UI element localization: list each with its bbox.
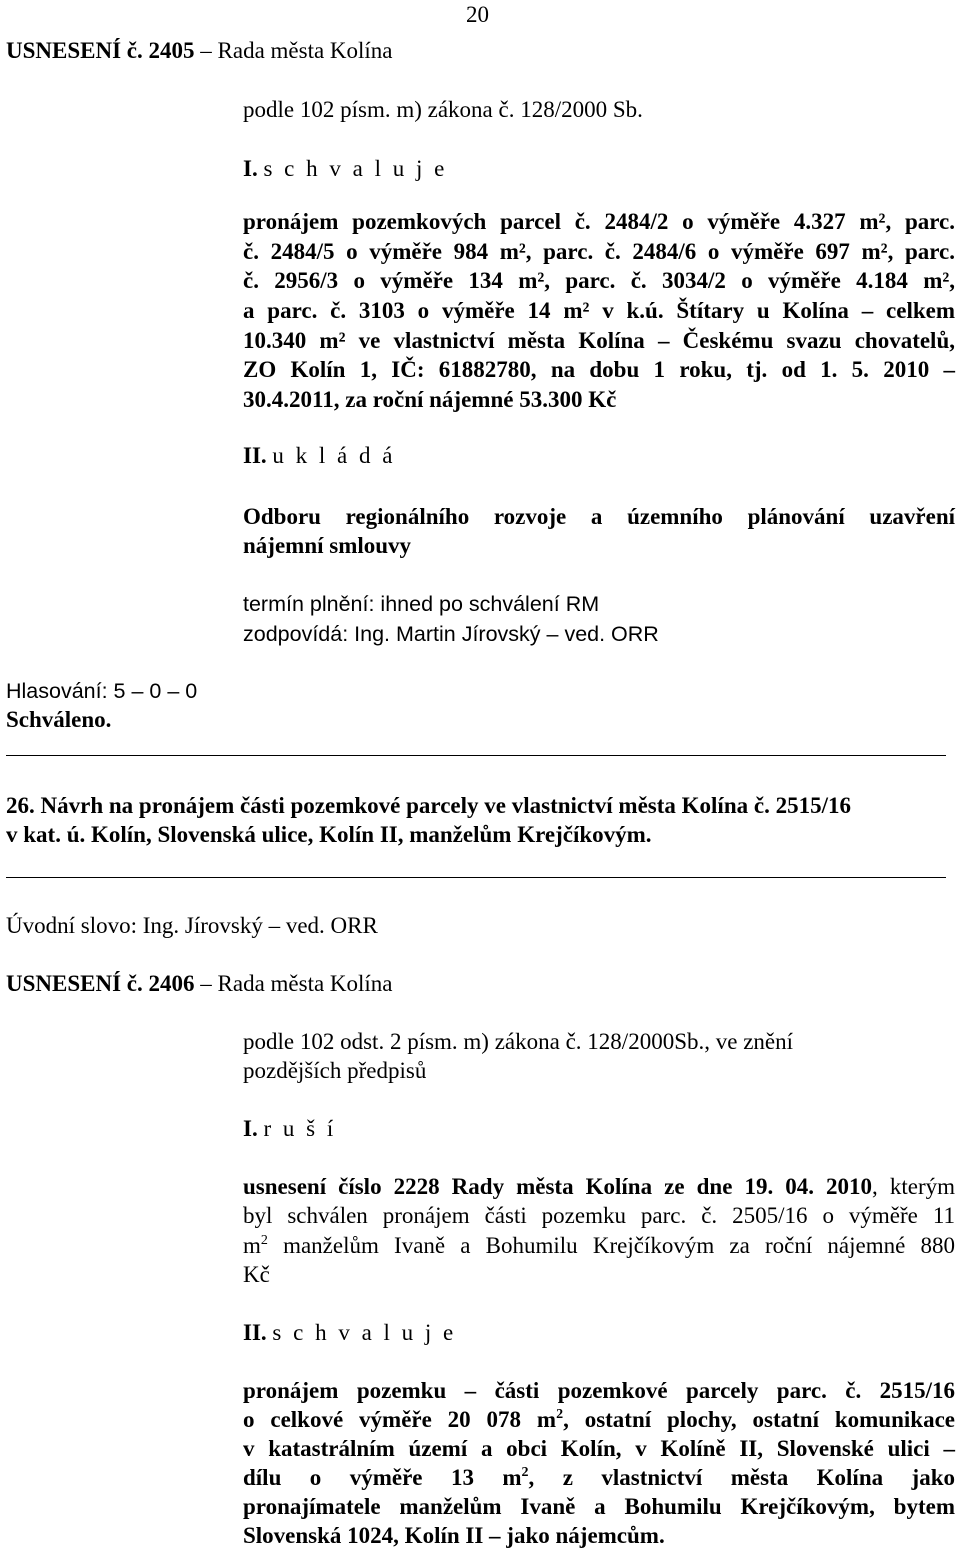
resolution-2405-body: – Rada města Kolína	[194, 38, 393, 63]
approval-text-line: 30.4.2011, za roční nájemné 53.300 Kč	[243, 387, 617, 412]
legal-basis-2405: podle 102 písm. m) zákona č. 128/2000 Sb.	[243, 97, 643, 122]
legal-basis-2406-cont: pozdějších předpisů	[243, 1058, 427, 1083]
task-text-line: nájemní smlouvy	[243, 533, 412, 558]
task-text-line: Odboru regionálního rozvoje a územního plánování uzavření	[243, 504, 955, 529]
unit-m: m	[243, 1233, 261, 1258]
approval-text-line: 10.340 m² ve vlastnictví města Kolína – Českému svazu chovatelů,	[243, 328, 955, 353]
unit-superscript: 2	[260, 1233, 268, 1248]
page-number: 20	[466, 2, 489, 27]
agenda-item-26-title: 26. Návrh na pronájem části pozemkové parcely ve vlastnictví města Kolína č. 2515/16	[6, 793, 851, 818]
lease-text-line	[243, 1405, 955, 1435]
section-ii-number: II.	[243, 1320, 267, 1345]
resolution-2406-body: – Rada města Kolína	[194, 971, 393, 996]
unit-superscript: 2	[521, 1465, 529, 1480]
approval-text-line: pronájem pozemkových parcel č. 2484/2 o výměře 4.327 m², parc.	[243, 209, 955, 234]
agenda-item-26-title-cont: v kat. ú. Kolín, Slovenská ulice, Kolín II, manželům Krejčíkovým.	[6, 822, 652, 847]
legal-basis-2406: podle 102 odst. 2 písm. m) zákona č. 128/2000Sb., ve znění	[243, 1029, 794, 1054]
approval-text-line: a parc. č. 3103 o výměře 14 m² v k.ú. Štítary u Kolína – celkem	[243, 298, 955, 323]
divider-bottom	[6, 877, 946, 878]
section-ii-heading-2406	[243, 1318, 456, 1348]
section-ii-verb: u k l á d á	[272, 443, 396, 468]
approval-text-line: č. 2956/3 o výměře 134 m², parc. č. 3034/2 o výměře 4.184 m²,	[243, 268, 955, 293]
section-ii-heading-2405	[243, 441, 395, 471]
voting-result: Hlasování: 5 – 0 – 0	[6, 679, 198, 703]
section-ii-number: II.	[243, 443, 267, 468]
section-ii-verb: s c h v a l u j e	[272, 1320, 457, 1345]
lease-text-part: , ostatní plochy, ostatní komunikace	[563, 1407, 955, 1432]
cancelled-resolution-ref: usnesení číslo 2228 Rady města Kolína ze dne 19. 04. 2010	[243, 1174, 873, 1199]
cancel-text-line	[243, 1231, 955, 1261]
resolution-2406-title	[6, 969, 393, 999]
section-i-number: I.	[243, 1116, 258, 1141]
lease-text-line: v katastrálním území a obci Kolín, v Kolíně II, Slovenské ulici –	[243, 1436, 955, 1461]
section-i-heading-2406	[243, 1114, 336, 1144]
cancel-text-rest: , kterým	[872, 1174, 955, 1199]
lease-text-part: o celkové výměře 20 078 m	[243, 1407, 557, 1432]
cancel-text-line	[243, 1172, 955, 1202]
responsible-text: zodpovídá: Ing. Martin Jírovský – ved. ORR	[243, 622, 659, 646]
deadline-text: termín plnění: ihned po schválení RM	[243, 592, 600, 616]
lease-text-line: Slovenská 1024, Kolín II – jako nájemcům.	[243, 1523, 665, 1548]
lease-text-line: pronájem pozemku – části pozemkové parcely parc. č. 2515/16	[243, 1378, 955, 1403]
cancel-text-line: Kč	[243, 1262, 270, 1287]
approved-status: Schváleno.	[6, 707, 112, 732]
cancel-text-line: byl schválen pronájem části pozemku parc. č. 2505/16 o výměře 11	[243, 1203, 955, 1228]
resolution-2405-number: USNESENÍ č. 2405	[6, 38, 195, 63]
lease-text-line: pronajímatele manželům Ivaně a Bohumilu Krejčíkovým, bytem	[243, 1494, 955, 1519]
section-i-verb: r u š í	[263, 1116, 337, 1141]
approval-text-line: ZO Kolín 1, IČ: 61882780, na dobu 1 roku, tj. od 1. 5. 2010 –	[243, 357, 955, 382]
unit-superscript: 2	[556, 1407, 564, 1422]
lease-text-part: dílu o výměře 13 m	[243, 1465, 522, 1490]
section-i-number: I.	[243, 156, 258, 181]
resolution-2405-title	[6, 36, 393, 66]
divider-top	[6, 755, 946, 756]
section-i-verb: s c h v a l u j e	[263, 156, 448, 181]
resolution-2406-number: USNESENÍ č. 2406	[6, 971, 195, 996]
lease-text-line	[243, 1463, 955, 1493]
cancel-text-rest: manželům Ivaně a Bohumilu Krejčíkovým za roční nájemné 880	[267, 1233, 955, 1258]
section-i-heading-2405	[243, 154, 447, 184]
approval-text-line: č. 2484/5 o výměře 984 m², parc. č. 2484/6 o výměře 697 m², parc.	[243, 239, 955, 264]
lease-text-part: , z vlastnictví města Kolína jako	[528, 1465, 955, 1490]
intro-speaker: Úvodní slovo: Ing. Jírovský – ved. ORR	[6, 913, 378, 938]
